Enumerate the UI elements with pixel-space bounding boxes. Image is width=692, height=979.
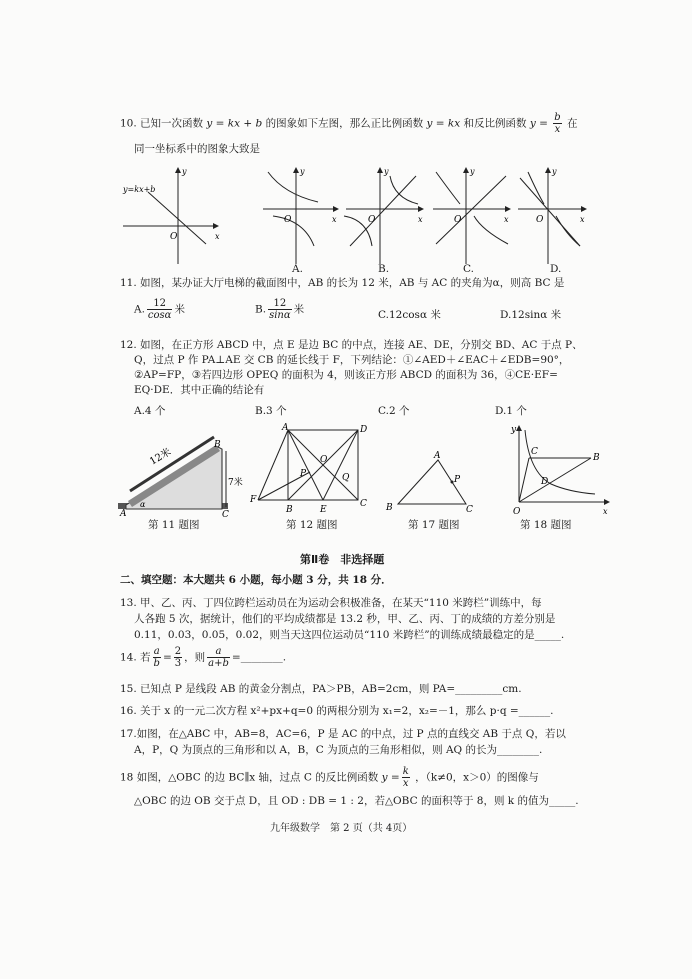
svg-text:C: C [531,447,538,457]
svg-text:B: B [286,505,293,515]
q18-line2: △OBC 的边 OB 交于点 D，且 OD : DB = 1 : 2，若△OBC 的面积等于 8，则 k 的值为_____. [134,795,579,807]
q11-text: 11. 如图，某办证大厅电梯的截面图中，AB 的长为 12 米，AB 与 AC 的夹角为α，则高 BC 是 [120,277,565,289]
q16-text: 16. 关于 x 的一元二次方程 x²+px+q=0 的两根分别为 x₁=2，x₂=－1，那么 p·q =______. [120,705,554,717]
fig11-escalator [118,425,248,517]
svg-text:D: D [360,425,368,435]
q12-line1: 12. 如图，在正方形 ABCD 中，点 E 是边 BC 的中点，连接 AE、DE，分别交 BD、AC 于点 P、 [120,339,583,351]
q17-line2: A，P，Q 为顶点的三角形和以 A，B，C 为顶点的三角形相似，则 AQ 的长为________. [134,744,543,756]
svg-text:B: B [593,453,600,463]
svg-text:E: E [320,505,327,515]
svg-text:A: A [282,423,289,433]
svg-text:A: A [120,509,127,517]
q11-option-c: C.12cosα 米 [378,309,441,321]
svg-text:O: O [284,215,292,225]
svg-text:y: y [182,167,187,176]
fig18-caption: 第 18 题图 [520,519,572,531]
q10-graphs [118,164,588,264]
q12-choice-c: C.2 个 [378,405,410,417]
q12-line3: ②AP=FP，③若四边形 OPEQ 的面积为 4，则该正方形 ABCD 的面积为 36，④CE·EF= [134,369,558,381]
part2-title: 第Ⅱ卷 非选择题 [300,553,385,566]
q10-line2: 同一坐标系中的图象大致是 [134,143,260,155]
q11-option-a: A. $\frac{12}{\cos\alpha}$ 米 [134,298,185,321]
q13-line1: 13. 甲、乙、丙、丁四位跨栏运动员在为运动会积极准备，在某天“110 米跨栏”训练中，每 [120,597,542,609]
svg-text:O: O [368,215,376,225]
q10-choice-a: A. [292,263,303,275]
fig18-reciprocal-graph [505,422,613,517]
q12-choice-b: B.3 个 [255,405,287,417]
svg-text:C: C [360,499,367,509]
q15-text: 15. 已知点 P 是线段 AB 的黄金分割点，PA＞PB，AB=2cm，则 PA=_________cm. [120,683,522,695]
q10-line1: 10. 已知一次函数 y = kx + b 的图象如下左图，那么正比例函数 y = kx 和反比例函数 y = $\frac{b}{x}$ 在 [120,112,578,135]
svg-text:P: P [454,475,461,485]
svg-text:x: x [418,215,423,224]
q18-line1: 18 如图，△OBC 的边 BC∥x 轴，过点 C 的反比例函数 y = $\frac{k}{x}$ ，（k≠0，x＞0）的图像与 [120,766,539,789]
fig11-caption: 第 11 题图 [148,519,200,531]
fig12-caption: 第 12 题图 [286,519,338,531]
svg-text:x: x [580,215,585,224]
q17-line1: 17.如图，在△ABC 中，AB=8，AC=6，P 是 AC 的中点，过 P 点的直线交 AB 于点 Q，若以 [120,728,566,740]
fig12-square [250,422,375,517]
svg-text:F: F [250,495,257,505]
q13-line2: 人各跑 5 次，据统计，他们的平均成绩都是 13.2 秒，甲、乙、丙、丁的成绩的方差分别是 [134,613,556,625]
svg-text:α: α [140,500,146,509]
svg-text:x: x [332,215,337,224]
section-fill-blank: 二、填空题：本大题共 6 小题，每小题 3 分，共 18 分． [120,574,392,586]
svg-text:O: O [170,232,178,242]
svg-text:P: P [300,469,307,479]
svg-text:12米: 12米 [148,446,174,468]
svg-text:D: D [541,477,549,487]
q12-choice-a: A.4 个 [134,405,166,417]
q10-choice-c: C. [463,263,474,275]
q10-choice-d: D. [550,263,562,275]
svg-text:x: x [215,232,220,241]
svg-text:B: B [214,440,221,450]
q10-choice-b: B. [378,263,390,275]
svg-text:x: x [504,215,509,224]
svg-text:y: y [470,167,475,176]
svg-text:O: O [536,215,544,225]
q14-text: 14. 若 $\frac{a}{b}$ = $\frac{2}{3}$ ，则 $\frac{a}{a+b}$ =________. [120,646,287,669]
svg-text:7米: 7米 [228,478,243,488]
svg-text:B: B [386,503,393,513]
q11-option-b: B. $\frac{12}{\sin\alpha}$ 米 [255,298,305,321]
svg-text:O: O [454,215,462,225]
svg-text:O: O [320,455,328,465]
svg-text:Q: Q [342,473,350,483]
svg-text:C: C [222,510,229,517]
svg-text:A: A [434,451,441,461]
q11-option-d: D.12sinα 米 [500,309,562,321]
svg-text:y: y [300,167,305,176]
page-footer: 九年级数学 第 2 页（共 4页） [270,823,413,834]
svg-text:O: O [513,507,521,517]
q12-line2: Q，过点 P 作 PA⊥AE 交 CB 的延长线于 F，下列结论：①∠AED＋∠EAC＋∠EDB=90°， [134,354,570,366]
svg-text:x: x [603,507,608,516]
fig17-caption: 第 17 题图 [408,519,460,531]
q13-line3: 0.11，0.03，0.05，0.02，则当天这四位运动员“110 米跨栏”的训练成绩最稳定的是_____. [134,629,565,641]
svg-text:C: C [466,505,473,514]
fig17-triangle [384,448,479,514]
svg-text:y: y [511,425,517,435]
svg-text:y: y [384,167,389,176]
q12-line4: EQ·DE．其中正确的结论有 [134,384,265,396]
svg-text:y: y [552,167,557,176]
q10-graph-label: y=kx+b [123,185,156,194]
q12-choice-d: D.1 个 [495,405,527,417]
